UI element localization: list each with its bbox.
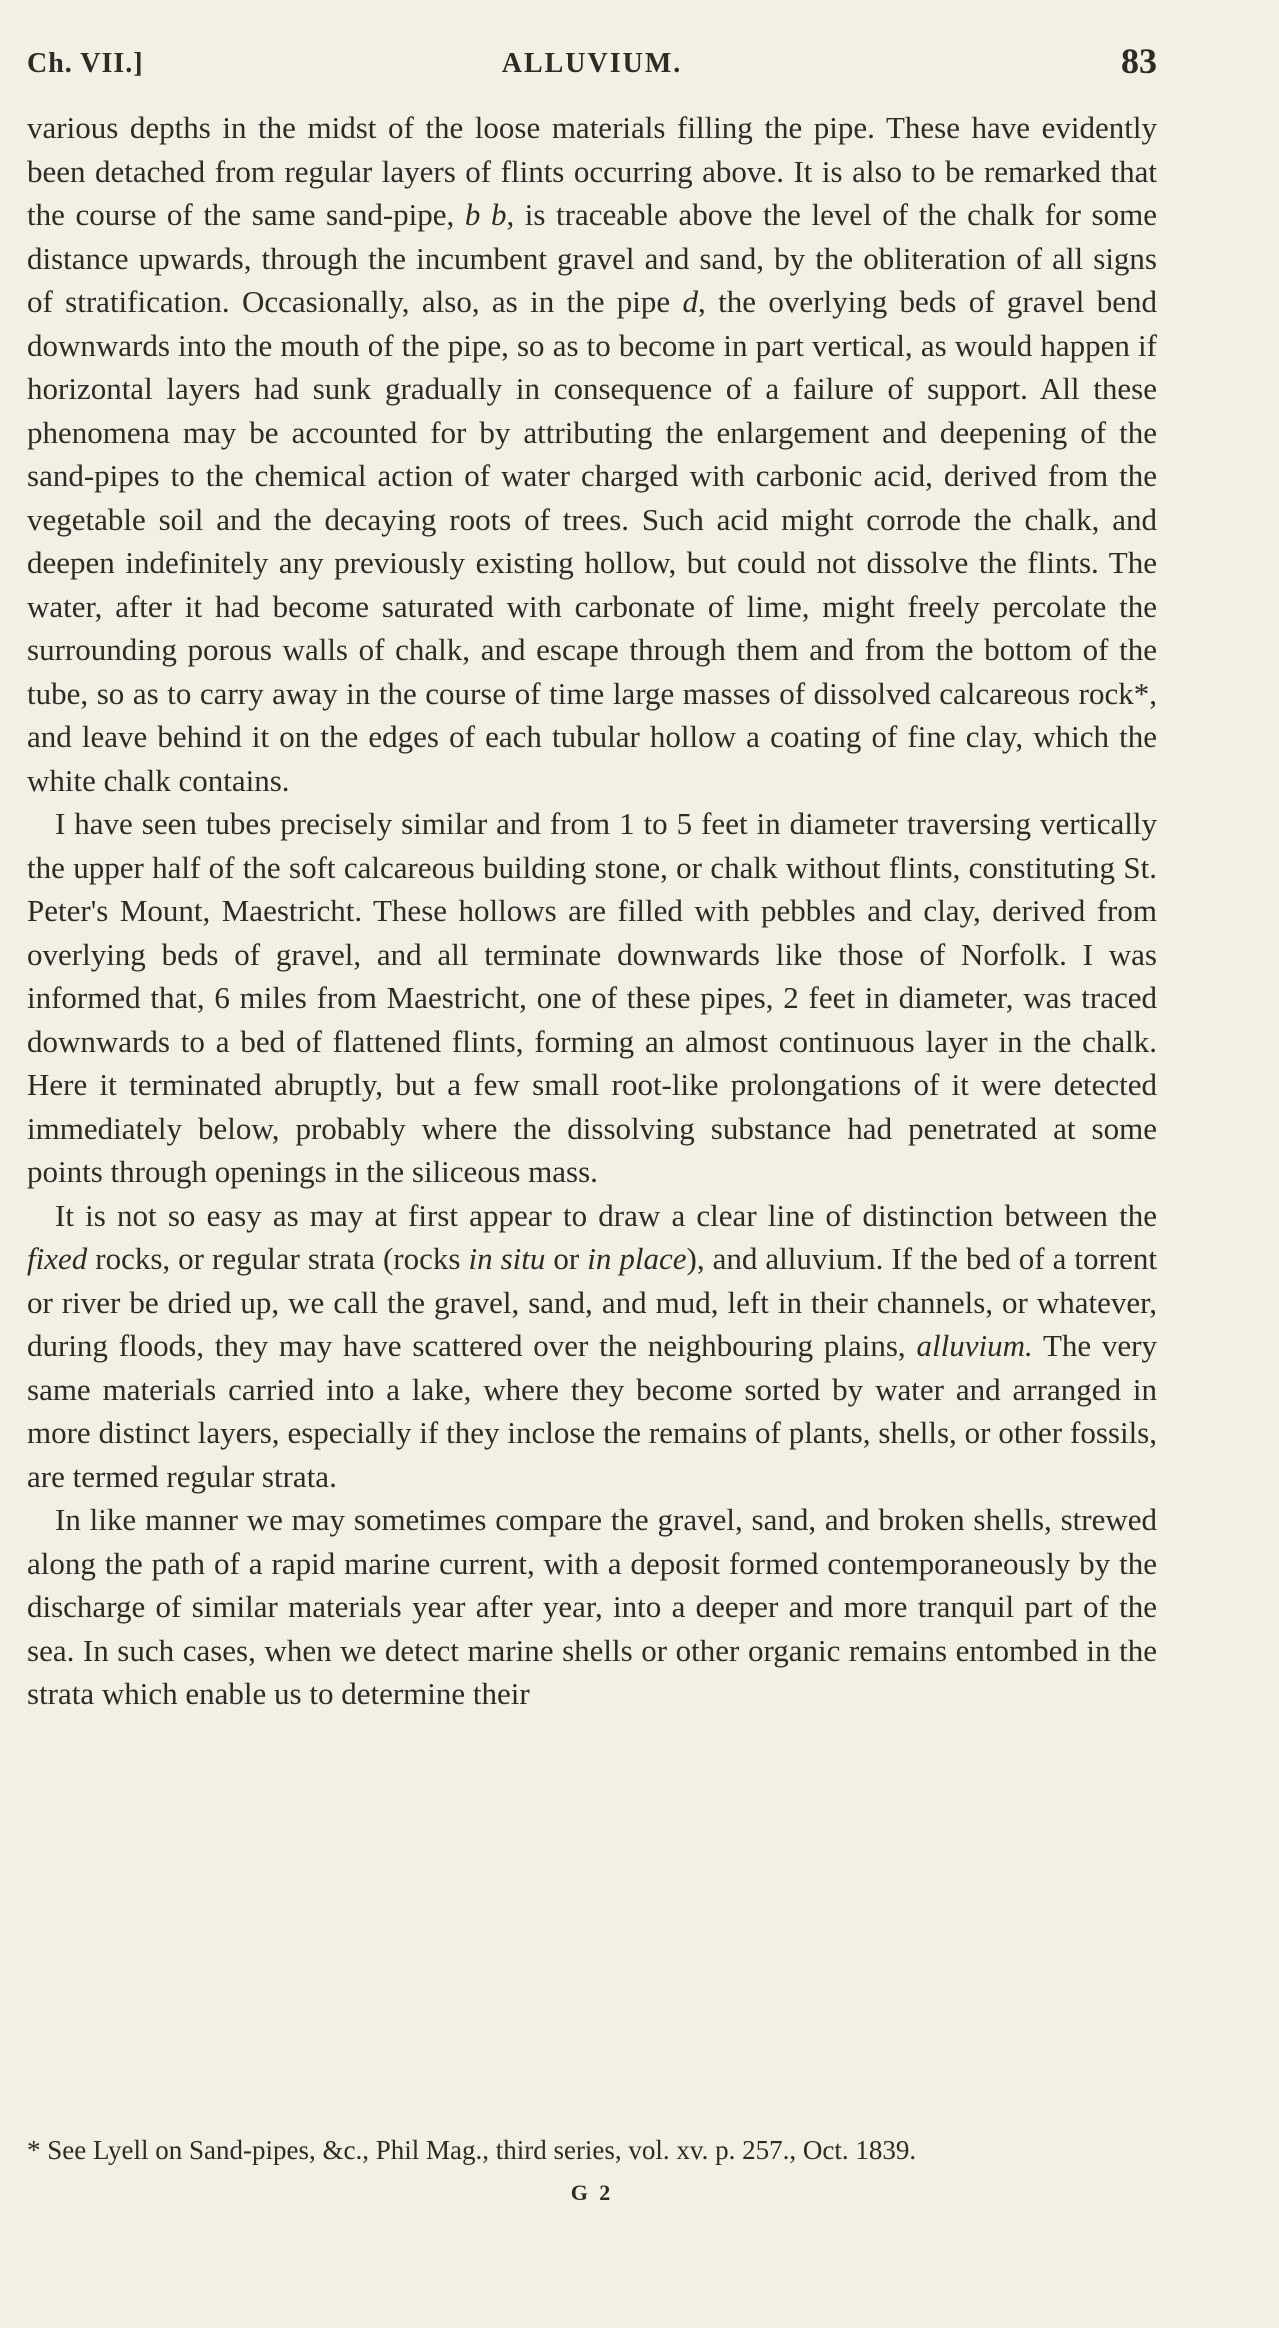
paragraph-text: In like manner we may sometimes compare the gravel, sand, and broken shells, strewed along the path of a rapid marine current, with a deposit formed contemporaneously by the discharge of similar materials year after year, into a deeper and more tranquil part of the sea. In such cases, when we detect marine shells or other organic remains entombed in the strata which enable us to determine their <box>27 1502 1157 1711</box>
italic-text: d <box>682 284 699 319</box>
paragraph-2 <box>27 802 1157 1194</box>
paragraph-text: , is traceable above the level of the chalk for some distance upwards, through the incumbent gravel and sand, by the obliteration of all signs of stratification. Occasionally, also, as in the pipe <box>27 197 1157 319</box>
italic-text: b b <box>464 197 507 232</box>
italic-text: fixed <box>27 1241 88 1276</box>
paragraph-text: rocks, or regular strata (rocks <box>87 1241 469 1276</box>
italic-text: alluvium. <box>916 1328 1033 1363</box>
paragraph-text: It is not so easy as may at first appear to draw a clear line of distinction between the <box>55 1197 1157 1233</box>
body-text <box>27 106 1157 1716</box>
paragraph-text: I have seen tubes precisely similar and from 1 to 5 feet in diameter traversing vertically the upper half of the soft calcareous building stone, or chalk without flints, constituting St. Peter's Mount, Maestricht. These hollows are filled with pebbles and clay, derived from overlying beds of gravel, and all terminate downwards like those of Norfolk. I was informed that, 6 miles from Maestricht, one of these pipes, 2 feet in diameter, was traced downwards to a bed of flattened flints, forming an almost continuous layer in the chalk. Here it terminated abruptly, but a few small root-like prolongations of it were detected immediately below, probably where the dissolving substance had penetrated at some points through openings in the siliceous mass. <box>27 806 1157 1189</box>
paragraph-1 <box>27 106 1157 802</box>
footnote: * See Lyell on Sand-pipes, &c., Phil Mag., third series, vol. xv. p. 257., Oct. 1839. <box>27 2135 917 2165</box>
paragraph-text: various depths in the midst of the loose materials filling the pipe. These have evidently been detached from regular layers of flints occurring above. It is also to be remarked that the course of the same sand-pipe, <box>27 110 1157 232</box>
chapter-label: Ch. VII.] <box>27 48 144 79</box>
paragraph-4 <box>27 1498 1157 1716</box>
paragraph-text: , the overlying beds of gravel bend downwards into the mouth of the pipe, so as to become in part vertical, as would happen if horizontal layers had sunk gradually in consequence of a failure of support. All these phenomena may be accounted for by attributing the enlargement and deepening of the sand-pipes to the chemical action of water charged with carbonic acid, derived from the vegetable soil and the decaying roots of trees. Such acid might corrode the chalk, and deepen indefinitely any previously existing hollow, but could not dissolve the flints. The water, after it had become saturated with carbonate of lime, might freely percolate the surrounding porous walls of chalk, and escape through them and from the bottom of the tube, so as to carry away in the course of time large masses of dissolved calcareous rock*, and leave behind it on the edges of each tubular hollow a coating of fine clay, which the white chalk contains. <box>27 284 1157 798</box>
italic-text: in place <box>587 1241 687 1276</box>
italic-text: in situ <box>468 1241 546 1276</box>
running-title: ALLUVIUM. <box>501 48 683 79</box>
paragraph-text: ), and alluvium. If the bed of a torrent or river be dried up, we call the gravel, sand, and mud, left in their channels, or whatever, during floods, they may have scattered over the neighbouring plains, <box>27 1241 1157 1363</box>
signature-mark: G 2 <box>570 2180 614 2205</box>
paragraph-text: or <box>545 1241 588 1276</box>
paragraph-text: The very same materials carried into a lake, where they become sorted by water and arranged in more distinct layers, especially if they inclose the remains of plants, shells, or other fossils, are termed regular strata. <box>27 1328 1157 1494</box>
page-number: 83 <box>1121 41 1157 81</box>
paragraph-3 <box>27 1194 1157 1499</box>
running-header <box>27 40 1157 88</box>
